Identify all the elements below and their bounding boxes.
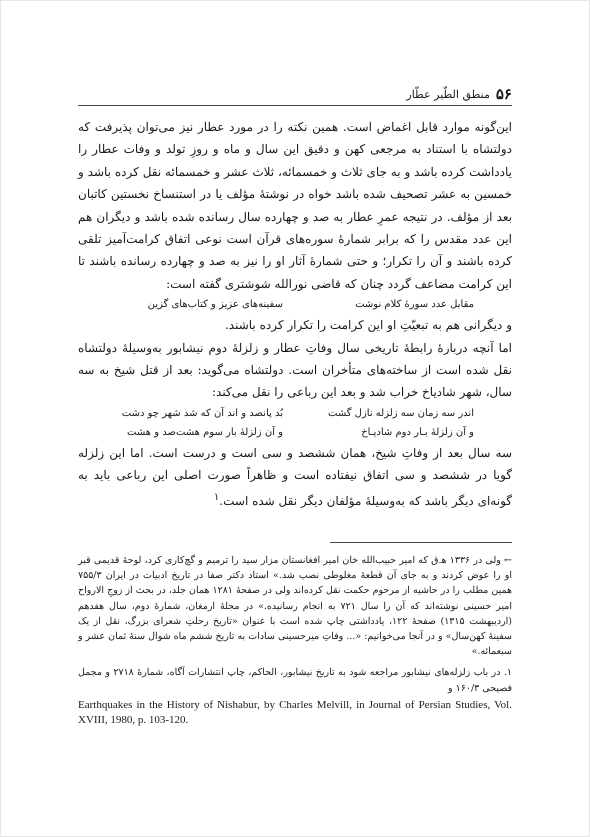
paragraph-2: و دیگرانی هم به تبعیّتِ او این کرامت را تکرار کرده باشند. bbox=[224, 318, 512, 333]
footnote-1: ۱. در باب زلزله‌های نیشابور مراجعه شود به تاریخ نیشابور، الحاکم، چاپ انتشارات آگاه، شمارهٔ ۲۷۱۸ و مجمل فصیحی ۱۶۰/۳ و bbox=[78, 667, 512, 694]
verse-1-hemistich-1: مقابل عدد سورهٔ کلام نوشت bbox=[355, 299, 474, 311]
footnote-continued: ← ولی در ۱۳۳۶ ه‍.ق که امیر حبیب‌الله خان امیر افغانستان مزار سید را ترمیم و گچ‌کاری کرد، لوحهٔ قدیمی قبر او را عوض کردند و به جای آن قطعهٔ مغلوطی نصب شد.» استاد دکتر صفا در تاریخ ادبیات در ایران ۷۵۵/۳ همین مطلب را در حاشیه از مرحوم حکمت نقل کرده‌اند ولی در صفحهٔ ۱۲۸۱ همان جلد، در بحث از زوجِ الارواح امیر حسینی نوشته‌اند که آن را سال ۷۲۱ به انجام رسانیده.» در مجلهٔ ارمغان، شمارهٔ دوم، سال هفدهم (اردیبهشت ۱۳۱۵) صفحهٔ ۱۲۲، یادداشتی چاپ شده است با عنوان «تاریخ رحلتِ شعرای بزرگ، نقل از یک سفینهٔ کهن‌سال» و در آنجا می‌خوانیم: «... وفاتِ میرحسینی سادات به تاریخ ششم ماه شوال سنهٔ ثمان عشر و سبعمائه.» bbox=[78, 555, 513, 658]
footnotes bbox=[78, 553, 512, 728]
verse-2-hemistich-2: بُد پانصد و اند آن که شد شهر چو دشت bbox=[121, 407, 283, 419]
main-text bbox=[78, 116, 512, 512]
footnote-rule bbox=[330, 542, 512, 543]
paragraph-1: این‌گونه موارد قابل اغماض است. همین نکته را در مورد عطار نیز می‌توان پذیرفت که دولتشاه با استناد به مرجعی کهن و دقیق این سال و ماه و روزِ تولد و وفات عطار را یادداشت کرده باشد و به جای ثلاث و خمسمائه، ثلاث عشر و خمسمائه نقل کرده باشد و خمسین به عشر تصحیف شده باشد خواه در نوشتهٔ مؤلف یا در استنساخ نخستین کاتبان بعد از مؤلف. در نتیجه عمرِ عطار به صد و چهارده سال رسانده شده باشد و دیگران هم این عدد مقدس را که برابر شمارهٔ سوره‌های قرآن است نوعی اتفاق کرامت‌آمیز تلقی کرده باشند و آن را تکرار؛ و حتی شمارهٔ آثار او را نیز به صد و چهارده رسانده باشند تا این کرامت مضاعف گردد چنان که قاضی نورالله شوشتری گفته است: bbox=[78, 120, 512, 291]
verse-2-hemistich-4: و آن زلزلهٔ بار سوم هشت‌صد و هشت bbox=[127, 426, 283, 438]
paragraph-4-text: سه سال بعد از وفاتِ شیخ، همان ششصد و سی است و درست است. اما این زلزله گویا در ششصد و سی اتفاق نیفتاده است و ظاهراً صورت اصلی این رباعی باید به گونه‌ای دیگر باشد که به‌وسیلهٔ مؤلفان دیگر نقل شده است. bbox=[78, 445, 512, 508]
paragraph-3: اما آنچه دربارهٔ رابطهٔ تاریخی سال وفاتِ عطار و زلزلهٔ دوم نیشابور به‌وسیلهٔ دولتشاه نقل شده است از ساخته‌های متأخران است. دولتشاه می‌گوید: بعد از قتل شیخ به سه سال، شهر شادیاخ خراب شد و بعد این رباعی را نقل می‌کند: bbox=[78, 340, 512, 400]
running-header bbox=[78, 84, 512, 104]
verse-2-hemistich-3: و آن زلزلهٔ بـار دوم شادیـاخ bbox=[361, 426, 474, 438]
page-number: ۵۶ bbox=[495, 85, 512, 103]
verse-1-hemistich-2: سفینه‌های عزیز و کتاب‌های گزین bbox=[147, 299, 283, 311]
header-rule bbox=[78, 105, 512, 106]
footnote-marker: ۱ bbox=[213, 491, 220, 503]
verse-1 bbox=[78, 295, 512, 314]
verse-2-hemistich-1: اندر سه زمان سه زلزله نازل گشت bbox=[328, 407, 474, 419]
running-title: منطق الطّیر عطّار bbox=[406, 87, 490, 101]
verse-2 bbox=[78, 404, 512, 442]
footnote-1-english-reference: Earthquakes in the History of Nishabur, by Charles Melvill, in Journal of Persian Studies, Vol. XVIII, 1980, p. 103-120. bbox=[78, 698, 512, 726]
paragraph-4 bbox=[78, 442, 512, 512]
